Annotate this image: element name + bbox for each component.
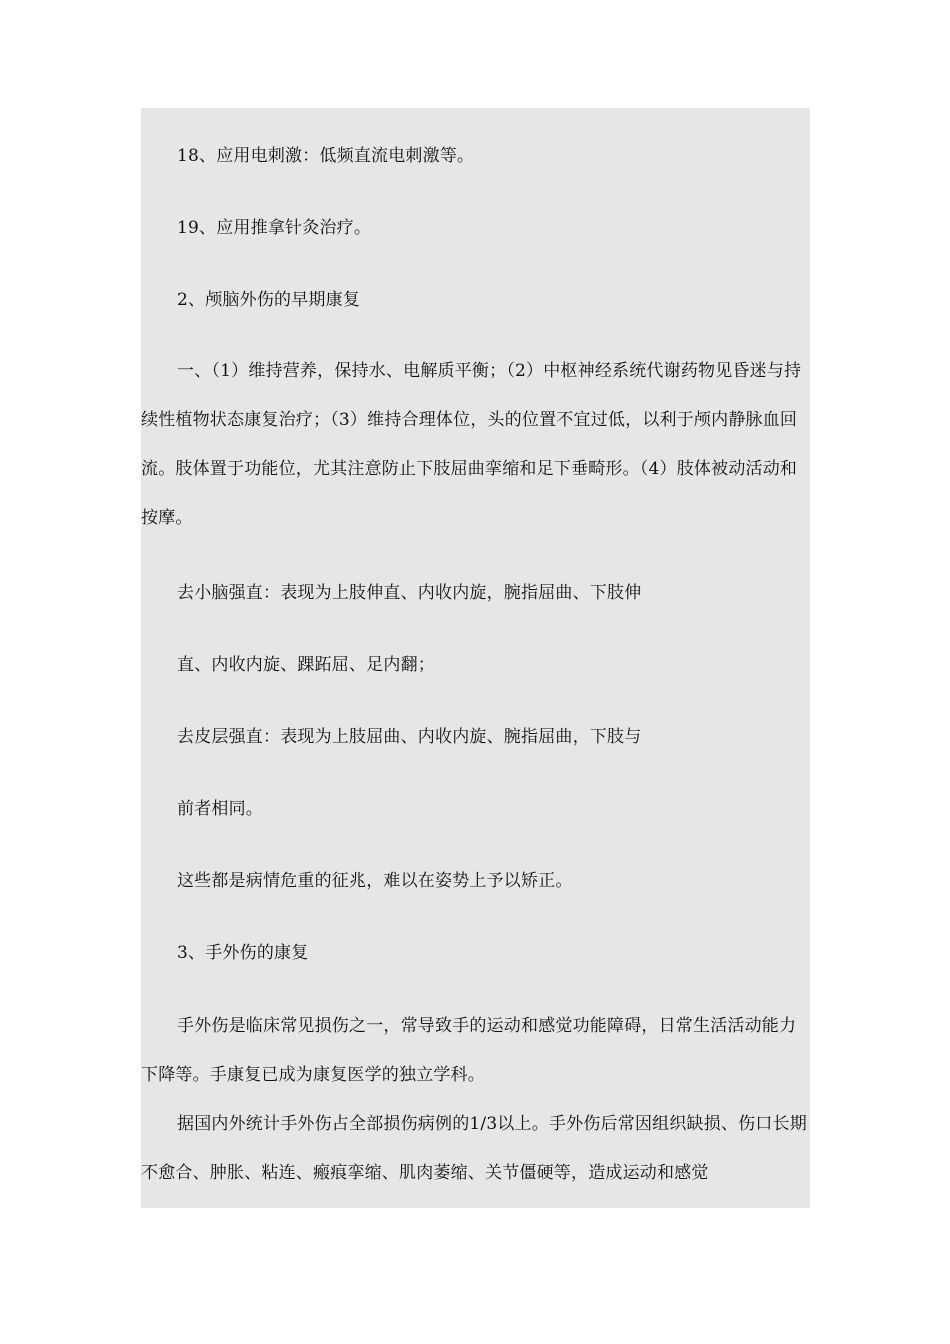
paragraph-decorticate-line1: 去皮层强直：表现为上肢屈曲、内收内旋、腕指屈曲，下肢与: [177, 727, 642, 747]
paragraph-item-18: 18、应用电刺激：低频直流电刺激等。: [177, 146, 475, 166]
paragraph-decerebellate-line1: 去小脑强直：表现为上肢伸直、内收内旋，腕指屈曲、下肢伸: [177, 583, 642, 603]
paragraph-hand-injury-intro: 手外伤是临床常见损伤之一，常导致手的运动和感觉功能障碍，日常生活活动能力下降等。手康复已成为康复医学的独立学科。: [141, 1016, 797, 1085]
paragraph-decerebellate-line2: 直、内收内旋、踝跖屈、足内翻；: [177, 655, 435, 675]
section-heading-hand-injury: 3、手外伤的康复: [177, 943, 309, 963]
section-heading-head-injury: 2、颅脑外伤的早期康复: [177, 290, 361, 310]
paragraph-early-rehab: 一、（1）维持营养，保持水、电解质平衡；（2）中枢神经系统代谢药物见昏迷与持续性植物状态康复治疗；（3）维持合理体位，头的位置不宜过低，以利于颅内静脉血回流。肢体置于功能位，尤其注意防止下肢屈曲挛缩和足下垂畸形。（4）肢体被动活动和按摩。: [141, 361, 802, 528]
paragraph-critical-signs: 这些都是病情危重的征兆，难以在姿势上予以矫正。: [177, 871, 573, 891]
document-page: [141, 108, 810, 1208]
paragraph-item-19: 19、应用推拿针灸治疗。: [177, 218, 372, 238]
paragraph-decorticate-line2: 前者相同。: [177, 799, 263, 819]
paragraph-hand-injury-statistics: 据国内外统计手外伤占全部损伤病例的1/3以上。手外伤后常因组织缺损、伤口长期不愈合、肿胀、粘连、瘢痕挛缩、肌肉萎缩、关节僵硬等，造成运动和感觉: [141, 1114, 807, 1183]
